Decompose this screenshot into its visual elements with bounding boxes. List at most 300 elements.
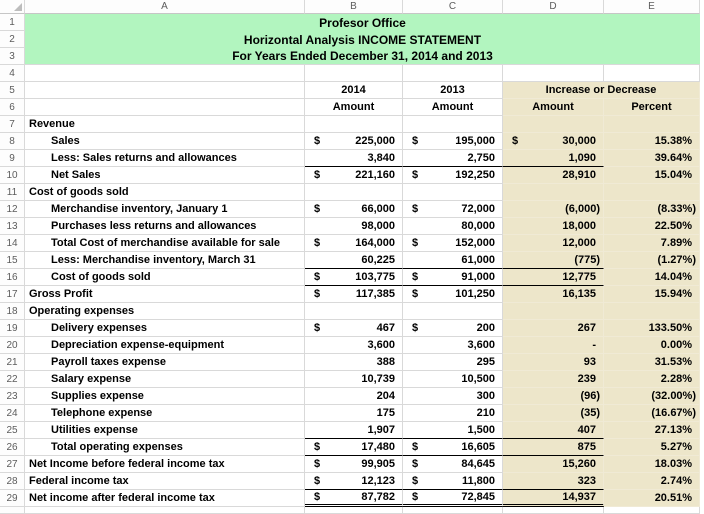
dollar-sign: $	[412, 237, 419, 249]
cell-c19[interactable]	[403, 320, 503, 337]
cell-a8[interactable]: Sales	[25, 133, 305, 150]
cell-d11[interactable]	[503, 184, 604, 201]
cell-value: 72,000	[461, 203, 495, 215]
cell-d13[interactable]	[503, 218, 604, 235]
cell-value: (96)	[580, 390, 600, 402]
cell-value: 407	[577, 424, 596, 436]
sheet-row-16	[0, 269, 704, 286]
cell-value: 91,000	[461, 271, 495, 283]
cell-e7[interactable]	[604, 116, 700, 133]
cell-e25[interactable]	[604, 422, 700, 439]
row-header-25[interactable]: 25	[0, 422, 25, 439]
dollar-sign: $	[412, 135, 419, 147]
cell-value: 221,160	[355, 169, 395, 181]
cell-value: 1,907	[367, 424, 395, 436]
cell-d8[interactable]	[503, 133, 604, 150]
cell-e22[interactable]	[604, 371, 700, 388]
cell-b29[interactable]	[305, 490, 403, 507]
sheet-row-6	[0, 99, 704, 116]
dollar-sign: $	[412, 491, 419, 503]
cell-value: 60,225	[361, 254, 395, 266]
cell-value: 11,800	[461, 475, 495, 487]
cell-b6[interactable]: Amount	[305, 99, 403, 116]
cell-b30[interactable]	[305, 507, 403, 514]
cell-value: 225,000	[355, 135, 395, 147]
cell-c10[interactable]	[403, 167, 503, 184]
sheet-row-21	[0, 354, 704, 371]
cell-b28[interactable]	[305, 473, 403, 490]
cell-value: 1,500	[467, 424, 495, 436]
cell-e18[interactable]	[604, 303, 700, 320]
cell-c13[interactable]	[403, 218, 503, 235]
dollar-sign: $	[314, 288, 321, 300]
row-header-20[interactable]: 20	[0, 337, 25, 354]
cell-b20[interactable]	[305, 337, 403, 354]
sheet-row-30	[0, 507, 704, 514]
cell-value: 18,000	[562, 220, 596, 232]
cell-a24[interactable]: Telephone expense	[25, 405, 305, 422]
cell-value: 16,605	[461, 441, 495, 453]
sheet-row-13	[0, 218, 704, 235]
sheet-row-26	[0, 439, 704, 456]
cell-value: -	[592, 339, 596, 351]
sheet-row-23	[0, 388, 704, 405]
cell-c9[interactable]	[403, 150, 503, 167]
column-header-c[interactable]: C	[403, 0, 503, 14]
cell-b9[interactable]	[305, 150, 403, 167]
cell-a1-merged-title[interactable]: Profesor Office	[25, 14, 700, 31]
cell-d6[interactable]: Amount	[503, 99, 604, 116]
row-header-11[interactable]: 11	[0, 184, 25, 201]
dollar-sign: $	[412, 322, 419, 334]
row-header-6[interactable]: 6	[0, 99, 25, 116]
row-header-17[interactable]: 17	[0, 286, 25, 303]
cell-b12[interactable]	[305, 201, 403, 218]
cell-d25[interactable]	[503, 422, 604, 439]
cell-value: 14.04%	[654, 271, 692, 283]
cell-a20[interactable]: Depreciation expense-equipment	[25, 337, 305, 354]
cell-c26[interactable]	[403, 439, 503, 456]
cell-d21[interactable]	[503, 354, 604, 371]
sheet-row-3	[0, 48, 704, 65]
column-headers	[0, 0, 704, 14]
cell-a18[interactable]: Operating expenses	[25, 303, 305, 320]
cell-c24[interactable]	[403, 405, 503, 422]
cell-value: 16,135	[562, 288, 596, 300]
cell-value: 133.50%	[648, 322, 692, 334]
cell-e29[interactable]	[604, 490, 700, 507]
dollar-sign: $	[412, 203, 419, 215]
cell-a9[interactable]: Less: Sales returns and allowances	[25, 150, 305, 167]
cell-b11[interactable]	[305, 184, 403, 201]
cell-d18[interactable]	[503, 303, 604, 320]
cell-d7[interactable]	[503, 116, 604, 133]
column-header-e[interactable]: E	[604, 0, 700, 14]
cell-b19[interactable]	[305, 320, 403, 337]
dollar-sign: $	[314, 441, 321, 453]
cell-c18[interactable]	[403, 303, 503, 320]
sheet-row-17	[0, 286, 704, 303]
cell-a25[interactable]: Utilities expense	[25, 422, 305, 439]
cell-value: 3,600	[367, 339, 395, 351]
cell-d10[interactable]	[503, 167, 604, 184]
select-all-corner[interactable]	[0, 0, 25, 14]
row-header-13[interactable]: 13	[0, 218, 25, 235]
cell-a14[interactable]: Total Cost of merchandise available for sale	[25, 235, 305, 252]
cell-c27[interactable]	[403, 456, 503, 473]
cell-e15[interactable]	[604, 252, 700, 269]
cell-value: 30,000	[562, 135, 596, 147]
cell-value: 15.38%	[654, 135, 692, 147]
cell-value: 300	[476, 390, 495, 402]
cell-a2-merged-title[interactable]: Horizontal Analysis INCOME STATEMENT	[25, 31, 700, 48]
sheet-row-20	[0, 337, 704, 354]
cell-e9[interactable]	[604, 150, 700, 167]
cell-value: 39.64%	[654, 152, 692, 164]
column-header-b[interactable]: B	[305, 0, 403, 14]
dollar-sign: $	[314, 203, 321, 215]
cell-value: 72,845	[461, 491, 495, 503]
row-header-30[interactable]	[0, 507, 25, 514]
cell-value: 1,090	[568, 152, 596, 164]
cell-value: 12,000	[562, 237, 596, 249]
sheet-row-24	[0, 405, 704, 422]
cell-value: 192,250	[455, 169, 495, 181]
cell-value: 18.03%	[654, 458, 692, 470]
cell-value: 87,782	[361, 491, 395, 503]
cell-c28[interactable]	[403, 473, 503, 490]
dollar-sign: $	[314, 322, 321, 334]
row-header-4[interactable]: 4	[0, 65, 25, 82]
cell-c14[interactable]	[403, 235, 503, 252]
cell-value: (35)	[580, 407, 600, 419]
cell-c5[interactable]: 2013	[403, 82, 503, 99]
cell-value: 27.13%	[654, 424, 692, 436]
cell-value: 195,000	[455, 135, 495, 147]
cell-b14[interactable]	[305, 235, 403, 252]
row-header-2[interactable]: 2	[0, 31, 25, 48]
cell-d14[interactable]	[503, 235, 604, 252]
cell-value: (775)	[574, 254, 600, 266]
cell-c4[interactable]	[403, 65, 503, 82]
dollar-sign: $	[412, 288, 419, 300]
dollar-sign: $	[412, 441, 419, 453]
cell-value: 323	[577, 475, 596, 487]
cell-d17[interactable]	[503, 286, 604, 303]
sheet-row-5	[0, 82, 704, 99]
cell-b27[interactable]	[305, 456, 403, 473]
cell-value: (16.67%)	[651, 407, 696, 419]
cell-e30[interactable]	[604, 507, 700, 514]
cell-value: 295	[476, 356, 495, 368]
cell-e11[interactable]	[604, 184, 700, 201]
cell-b25[interactable]	[305, 422, 403, 439]
cell-d15[interactable]	[503, 252, 604, 269]
row-header-19[interactable]: 19	[0, 320, 25, 337]
cell-b4[interactable]	[305, 65, 403, 82]
cell-a26[interactable]: Total operating expenses	[25, 439, 305, 456]
cell-d5-e5-merged[interactable]: Increase or Decrease	[503, 82, 700, 99]
cell-b8[interactable]	[305, 133, 403, 150]
cell-e17[interactable]	[604, 286, 700, 303]
row-header-18[interactable]: 18	[0, 303, 25, 320]
cell-e24[interactable]	[604, 405, 700, 422]
cell-e14[interactable]	[604, 235, 700, 252]
row-header-15[interactable]: 15	[0, 252, 25, 269]
column-header-a[interactable]: A	[25, 0, 305, 14]
cell-value: 0.00%	[660, 339, 692, 351]
cell-b21[interactable]	[305, 354, 403, 371]
cell-e8[interactable]	[604, 133, 700, 150]
dollar-sign: $	[314, 169, 321, 181]
row-header-1[interactable]: 1	[0, 14, 25, 31]
sheet-row-15	[0, 252, 704, 269]
cell-e13[interactable]	[604, 218, 700, 235]
cell-e21[interactable]	[604, 354, 700, 371]
cell-e16[interactable]	[604, 269, 700, 286]
cell-value: (1.27%)	[657, 254, 696, 266]
cell-value: 31.53%	[654, 356, 692, 368]
cell-a6[interactable]	[25, 99, 305, 116]
cell-a3-merged-title[interactable]: For Years Ended December 31, 2014 and 2013	[25, 48, 700, 65]
cell-value: 7.89%	[660, 237, 692, 249]
cell-d4[interactable]	[503, 65, 604, 82]
row-header-24[interactable]: 24	[0, 405, 25, 422]
cell-value: 15,260	[562, 458, 596, 470]
cell-e6[interactable]: Percent	[604, 99, 700, 116]
cell-a27[interactable]: Net Income before federal income tax	[25, 456, 305, 473]
cell-d24[interactable]	[503, 405, 604, 422]
cell-a21[interactable]: Payroll taxes expense	[25, 354, 305, 371]
row-header-27[interactable]: 27	[0, 456, 25, 473]
cell-a7[interactable]: Revenue	[25, 116, 305, 133]
row-header-7[interactable]: 7	[0, 116, 25, 133]
cell-value: 200	[476, 322, 495, 334]
cell-value: 10,739	[361, 373, 395, 385]
cell-d9[interactable]	[503, 150, 604, 167]
cell-a5[interactable]	[25, 82, 305, 99]
cell-a28[interactable]: Federal income tax	[25, 473, 305, 490]
cell-d16[interactable]	[503, 269, 604, 286]
cell-value: 875	[577, 441, 596, 453]
sheet-row-10	[0, 167, 704, 184]
dollar-sign: $	[412, 169, 419, 181]
cell-a17[interactable]: Gross Profit	[25, 286, 305, 303]
column-header-d[interactable]: D	[503, 0, 604, 14]
cell-c20[interactable]	[403, 337, 503, 354]
cell-value: 267	[577, 322, 596, 334]
cell-b10[interactable]	[305, 167, 403, 184]
row-header-26[interactable]: 26	[0, 439, 25, 456]
cell-d28[interactable]	[503, 473, 604, 490]
dollar-sign: $	[314, 491, 321, 503]
row-header-22[interactable]: 22	[0, 371, 25, 388]
cell-a15[interactable]: Less: Merchandise inventory, March 31	[25, 252, 305, 269]
sheet-row-27	[0, 456, 704, 473]
cell-c17[interactable]	[403, 286, 503, 303]
cell-a13[interactable]: Purchases less returns and allowances	[25, 218, 305, 235]
cell-c29[interactable]	[403, 490, 503, 507]
cell-e20[interactable]	[604, 337, 700, 354]
cell-value: 3,840	[367, 152, 395, 164]
sheet-row-19	[0, 320, 704, 337]
cell-b18[interactable]	[305, 303, 403, 320]
cell-e26[interactable]	[604, 439, 700, 456]
cell-c15[interactable]	[403, 252, 503, 269]
cell-value: 103,775	[355, 271, 395, 283]
row-header-16[interactable]: 16	[0, 269, 25, 286]
cell-value: 15.04%	[654, 169, 692, 181]
cell-d22[interactable]	[503, 371, 604, 388]
cell-d12[interactable]	[503, 201, 604, 218]
cell-a4[interactable]	[25, 65, 305, 82]
cell-value: 20.51%	[654, 492, 692, 504]
cell-a23[interactable]: Supplies expense	[25, 388, 305, 405]
dollar-sign: $	[412, 458, 419, 470]
cell-value: 28,910	[562, 169, 596, 181]
dollar-sign: $	[412, 271, 419, 283]
cell-b7[interactable]	[305, 116, 403, 133]
cell-value: 80,000	[461, 220, 495, 232]
sheet-row-7	[0, 116, 704, 133]
row-header-10[interactable]: 10	[0, 167, 25, 184]
cell-b15[interactable]	[305, 252, 403, 269]
cell-value: 15.94%	[654, 288, 692, 300]
cell-value: (6,000)	[565, 203, 600, 215]
cell-value: 2.28%	[660, 373, 692, 385]
sheet-row-14	[0, 235, 704, 252]
cell-value: 388	[376, 356, 395, 368]
sheet-row-1	[0, 14, 704, 31]
cell-c12[interactable]	[403, 201, 503, 218]
cell-b16[interactable]	[305, 269, 403, 286]
cell-e12[interactable]	[604, 201, 700, 218]
cell-a30[interactable]	[25, 507, 305, 514]
sheet-row-22	[0, 371, 704, 388]
row-header-8[interactable]: 8	[0, 133, 25, 150]
row-header-29[interactable]: 29	[0, 490, 25, 507]
sheet-row-28	[0, 473, 704, 490]
cell-value: 101,250	[455, 288, 495, 300]
row-header-12[interactable]: 12	[0, 201, 25, 218]
cell-value: 2,750	[467, 152, 495, 164]
cell-d27[interactable]	[503, 456, 604, 473]
cell-value: 210	[476, 407, 495, 419]
cell-c30[interactable]	[403, 507, 503, 514]
cell-value: 204	[376, 390, 395, 402]
cell-c7[interactable]	[403, 116, 503, 133]
row-header-28[interactable]: 28	[0, 473, 25, 490]
cell-e28[interactable]	[604, 473, 700, 490]
cell-c8[interactable]	[403, 133, 503, 150]
cell-a11[interactable]: Cost of goods sold	[25, 184, 305, 201]
cell-value: 175	[376, 407, 395, 419]
row-header-21[interactable]: 21	[0, 354, 25, 371]
cell-c6[interactable]: Amount	[403, 99, 503, 116]
cell-c21[interactable]	[403, 354, 503, 371]
row-header-9[interactable]: 9	[0, 150, 25, 167]
cell-a16[interactable]: Cost of goods sold	[25, 269, 305, 286]
cell-b22[interactable]	[305, 371, 403, 388]
cell-value: 17,480	[361, 441, 395, 453]
cell-d26[interactable]	[503, 439, 604, 456]
row-header-23[interactable]: 23	[0, 388, 25, 405]
cell-value: 5.27%	[660, 441, 692, 453]
cell-d29[interactable]	[503, 490, 604, 507]
cell-d30[interactable]	[503, 507, 604, 514]
cell-b24[interactable]	[305, 405, 403, 422]
cell-e4[interactable]	[604, 65, 700, 82]
cell-value: 2.74%	[660, 475, 692, 487]
cell-value: 164,000	[355, 237, 395, 249]
row-header-14[interactable]: 14	[0, 235, 25, 252]
cell-value: 467	[376, 322, 395, 334]
cell-b23[interactable]	[305, 388, 403, 405]
cell-value: 12,123	[361, 475, 395, 487]
cell-value: 84,645	[461, 458, 495, 470]
cell-value: (8.33%)	[657, 203, 696, 215]
dollar-sign: $	[314, 237, 321, 249]
cell-d20[interactable]	[503, 337, 604, 354]
dollar-sign: $	[314, 271, 321, 283]
dollar-sign: $	[512, 135, 519, 147]
sheet-row-11	[0, 184, 704, 201]
cell-a10[interactable]: Net Sales	[25, 167, 305, 184]
cell-e27[interactable]	[604, 456, 700, 473]
dollar-sign: $	[412, 475, 419, 487]
cell-a12[interactable]: Merchandise inventory, January 1	[25, 201, 305, 218]
row-header-5[interactable]: 5	[0, 82, 25, 99]
cell-e10[interactable]	[604, 167, 700, 184]
row-header-3[interactable]: 3	[0, 48, 25, 65]
cell-value: 93	[583, 356, 596, 368]
cell-b13[interactable]	[305, 218, 403, 235]
cell-d19[interactable]	[503, 320, 604, 337]
cell-e19[interactable]	[604, 320, 700, 337]
cell-value: 12,775	[562, 271, 596, 283]
dollar-sign: $	[314, 475, 321, 487]
cell-c22[interactable]	[403, 371, 503, 388]
cell-d23[interactable]	[503, 388, 604, 405]
sheet-row-25	[0, 422, 704, 439]
sheet-row-18	[0, 303, 704, 320]
cell-a19[interactable]: Delivery expenses	[25, 320, 305, 337]
cell-b26[interactable]	[305, 439, 403, 456]
cell-e23[interactable]	[604, 388, 700, 405]
sheet-row-2	[0, 31, 704, 48]
dollar-sign: $	[314, 458, 321, 470]
cell-a29[interactable]: Net income after federal income tax	[25, 490, 305, 507]
cell-c11[interactable]	[403, 184, 503, 201]
sheet-row-12	[0, 201, 704, 218]
cell-c23[interactable]	[403, 388, 503, 405]
sheet-grid	[0, 14, 704, 514]
sheet-row-4	[0, 65, 704, 82]
cell-c25[interactable]	[403, 422, 503, 439]
cell-value: 10,500	[461, 373, 495, 385]
cell-value: 99,905	[361, 458, 395, 470]
cell-value: 22.50%	[654, 220, 692, 232]
dollar-sign: $	[314, 135, 321, 147]
sheet-row-9	[0, 150, 704, 167]
cell-b17[interactable]	[305, 286, 403, 303]
cell-value: 61,000	[461, 254, 495, 266]
cell-value: (32.00%)	[651, 390, 696, 402]
cell-a22[interactable]: Salary expense	[25, 371, 305, 388]
cell-b5[interactable]: 2014	[305, 82, 403, 99]
cell-value: 3,600	[467, 339, 495, 351]
cell-c16[interactable]	[403, 269, 503, 286]
